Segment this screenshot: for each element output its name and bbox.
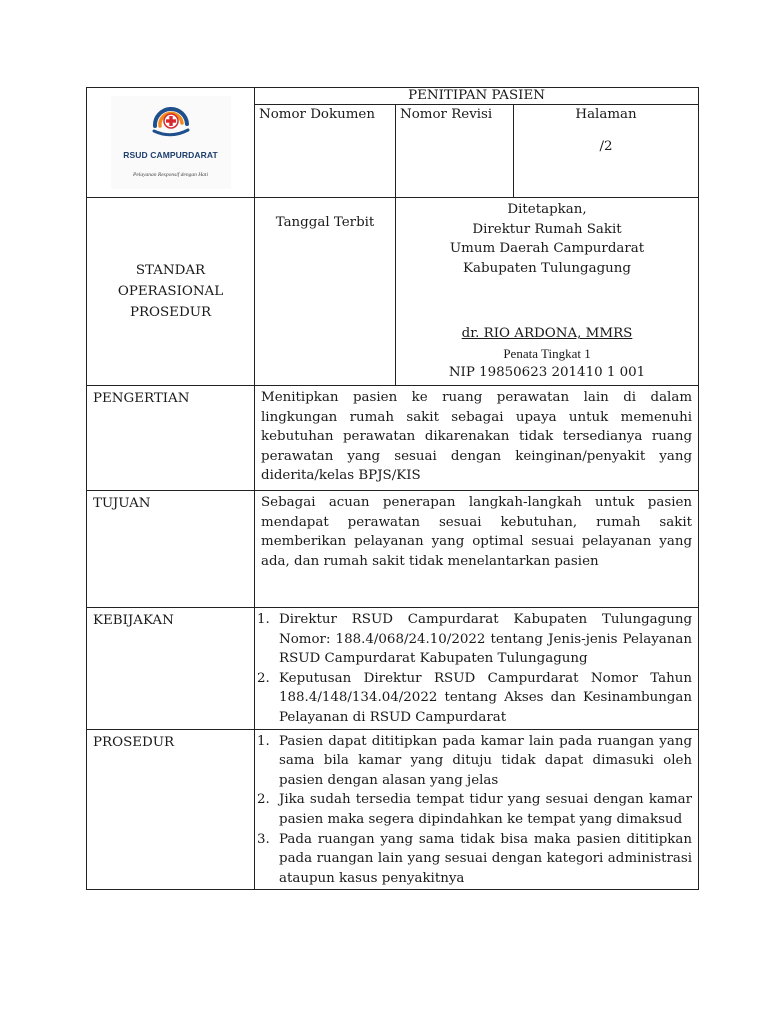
- prosedur-list: [257, 732, 692, 889]
- issue-date-label: Tanggal Terbit: [255, 198, 396, 386]
- logo-cell: [87, 88, 255, 198]
- kebijakan-list: [257, 610, 692, 728]
- list-number: 1.: [257, 733, 270, 749]
- logo-name: RSUD CAMPURDARAT: [123, 150, 218, 161]
- signature-block: [396, 324, 698, 383]
- list-text: Direktur RSUD Campurdarat Kabupaten Tulungagung Nomor: 188.4/068/24.10/2022 tentang Jenis-jenis Pelayanan RSUD Campurdarat Kabupaten Tulungagung: [279, 611, 693, 667]
- list-item: [257, 669, 692, 728]
- kebijakan-list-cell: [255, 607, 699, 729]
- approval-line: Kabupaten Tulungagung: [463, 260, 631, 276]
- prosedur-label: PROSEDUR: [87, 729, 255, 890]
- tujuan-label: TUJUAN: [87, 490, 255, 607]
- approval-line: Ditetapkan,: [507, 202, 587, 217]
- hospital-logo: [111, 96, 231, 190]
- approval-cell: [396, 198, 699, 386]
- kebijakan-label: KEBIJAKAN: [87, 607, 255, 729]
- list-number: 3.: [257, 831, 270, 847]
- list-text: Jika sudah tersedia tempat tidur yang sesuai dengan kamar pasien maka segera dipindahkan ke tempat yang dimaksud: [279, 792, 693, 827]
- signer-nip: NIP 19850623 201410 1 001: [448, 365, 646, 381]
- tujuan-text: Sebagai acuan penerapan langkah-langkah untuk pasien mendapat perawatan sesuai kebutuhan, rumah sakit memberikan pelayanan yang optimal sesuai pelayanan yang ada, dan rumah sakit tidak menelantarkan pasien: [255, 490, 699, 607]
- list-text: Pada ruangan yang sama tidak bisa maka pasien dititipkan pada ruangan lain yang sesuai dengan kategori administrasi ataupun kasus penyakitnya: [279, 831, 693, 886]
- list-text: Pasien dapat dititipkan pada kamar lain pada ruangan yang sama bila kamar yang dituju tidak dapat dimasuki oleh pasien dengan alasan yang jelas: [279, 733, 693, 788]
- sop-title-line: OPERASIONAL: [117, 284, 224, 299]
- medical-cross-logo-icon: [148, 100, 194, 140]
- approval-line: Umum Daerah Campurdarat: [449, 241, 645, 257]
- doc-number-label: Nomor Dokumen: [255, 105, 396, 198]
- signer-rank: Penata Tingkat 1: [503, 345, 591, 361]
- list-item: [257, 790, 692, 829]
- list-item: [257, 732, 692, 791]
- signer-name: dr. RIO ARDONA, MMRS: [461, 326, 633, 342]
- page-cell: [514, 105, 699, 198]
- list-item: [257, 830, 692, 889]
- pengertian-text: Menitipkan pasien ke ruang perawatan lain di dalam lingkungan rumah sakit sebagai upaya untuk memenuhi kebutuhan perawatan dikarenakan tidak tersedianya ruang perawatan yang sesuai dengan keinginan/penyakit yang diderita/kelas BPJS/KIS: [255, 386, 699, 491]
- list-number: 2.: [257, 792, 270, 808]
- list-text: Keputusan Direktur RSUD Campurdarat Nomor Tahun 188.4/148/134.04/2022 tentang Akses dan Kesinambungan Pelayanan di RSUD Campurdarat: [279, 670, 693, 725]
- page-label: Halaman: [575, 107, 637, 122]
- revision-label: Nomor Revisi: [396, 105, 514, 198]
- logo-tagline: Pelayanan Responsif dengan Hati: [132, 171, 208, 178]
- list-number: 2.: [257, 670, 270, 686]
- list-item: [257, 610, 692, 669]
- pengertian-label: PENGERTIAN: [87, 386, 255, 491]
- sop-title-cell: [87, 198, 255, 386]
- document-title: PENITIPAN PASIEN: [255, 88, 699, 105]
- prosedur-list-cell: [255, 729, 699, 890]
- approval-line: Direktur Rumah Sakit: [472, 221, 622, 237]
- list-number: 1.: [257, 611, 270, 627]
- page-value: /2: [599, 138, 613, 154]
- sop-title-line: STANDAR: [135, 263, 206, 278]
- sop-document-table: [86, 87, 699, 890]
- sop-title-line: PROSEDUR: [129, 305, 212, 320]
